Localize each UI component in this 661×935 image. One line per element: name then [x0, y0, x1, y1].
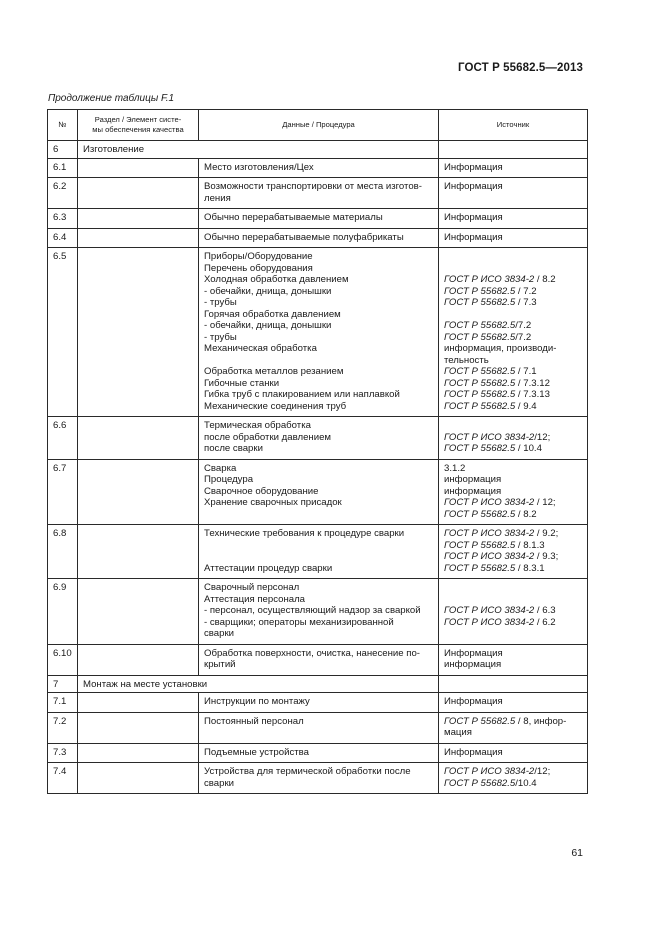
data-line: - обечайки, днища, донышки [204, 285, 332, 297]
data-line: - трубы [204, 331, 237, 343]
section-element-cell [78, 209, 199, 229]
table-row [48, 141, 588, 159]
col-header-data-procedure: Данные / Процедура [199, 110, 439, 141]
source-text: Информация [444, 746, 503, 758]
source-line [444, 389, 582, 401]
source-text: / 8.1.3 [515, 539, 545, 551]
section-element-cell [78, 158, 199, 178]
source-text: / 7.3 [515, 297, 537, 308]
source-cell [439, 417, 588, 460]
data-line: Процедура [204, 474, 254, 485]
data-line: Аттестации процедур сварки [204, 562, 333, 574]
row-number: 7.2 [48, 712, 78, 743]
section-element-cell [78, 712, 199, 743]
section-element-cell [78, 459, 199, 525]
source-text: Информация [444, 212, 503, 223]
section-element-cell [78, 579, 199, 645]
standard-reference: ГОСТ Р ИСО 3834-2 [444, 616, 535, 628]
source-line [444, 594, 582, 606]
data-procedure-cell [199, 459, 439, 525]
data-line: Обработка металлов резанием [204, 366, 344, 377]
source-line [444, 727, 582, 739]
data-procedure-cell [199, 228, 439, 248]
section-element-cell [78, 248, 199, 417]
table-row [48, 693, 588, 713]
section-element-cell [78, 417, 199, 460]
source-text: Информация [444, 161, 503, 173]
data-procedure-cell [199, 644, 439, 675]
source-line [444, 766, 582, 778]
table-row [48, 763, 588, 794]
table-row [48, 743, 588, 763]
page-number: 61 [571, 847, 583, 859]
source-line [444, 378, 582, 390]
section-element-cell [78, 743, 199, 763]
source-cell [439, 763, 588, 794]
row-number: 6.7 [48, 459, 78, 525]
source-line [444, 497, 582, 509]
source-line [444, 297, 582, 309]
data-procedure-cell [199, 743, 439, 763]
row-number: 7 [48, 675, 78, 693]
source-line [444, 274, 582, 286]
data-line: Инструкции по монтажу [204, 696, 310, 707]
source-line [444, 582, 582, 594]
data-line: Гибка труб с плакированием или наплавкой [204, 389, 400, 400]
source-line [444, 343, 582, 355]
source-cell [439, 141, 588, 159]
table-row [48, 459, 588, 525]
data-line: Сварка [204, 462, 237, 474]
standard-reference: ГОСТ Р 55682.5 [444, 320, 516, 331]
data-line [204, 355, 433, 367]
data-procedure-cell [199, 525, 439, 579]
table-row [48, 209, 588, 229]
table-row [48, 525, 588, 579]
source-line [444, 251, 582, 263]
standard-reference: ГОСТ Р ИСО 3834-2 [444, 274, 535, 285]
source-line [444, 181, 582, 193]
source-cell [439, 712, 588, 743]
source-line [444, 648, 582, 660]
data-line: Гибочные станки [204, 377, 280, 389]
data-line: сварки [204, 628, 235, 639]
section-title: Изготовление [78, 141, 439, 159]
col-header-section: Раздел / Элемент систе- мы обеспечения качества [78, 110, 199, 141]
standard-reference: ГОСТ Р 55682.5 [444, 562, 516, 574]
standard-reference: ГОСТ Р 55682.5 [444, 331, 516, 343]
standard-reference: ГОСТ Р 55682.5 [444, 285, 516, 297]
col-header-source: Источник [439, 110, 588, 141]
source-text: мация [444, 727, 472, 738]
row-number: 7.3 [48, 743, 78, 763]
source-text: / 7.1 [515, 366, 537, 377]
document-id: ГОСТ Р 55682.5—2013 [458, 62, 583, 74]
standard-reference: ГОСТ Р 55682.5 [444, 777, 516, 789]
standard-reference: ГОСТ Р 55682.5 [444, 389, 516, 400]
data-line: - обечайки, днища, донышки [204, 320, 332, 331]
source-text: / 7.3.12 [515, 377, 550, 389]
data-procedure-cell [199, 579, 439, 645]
standard-reference: ГОСТ Р ИСО 3834-2 [444, 431, 535, 443]
table-row [48, 675, 588, 693]
data-line: Термическая обработка [204, 420, 311, 431]
source-line [444, 474, 582, 486]
standard-reference: ГОСТ Р 55682.5 [444, 400, 516, 412]
data-line: - персонал, осуществляющий надзор за сваркой [204, 605, 421, 616]
data-line: - трубы [204, 297, 237, 308]
table-row [48, 712, 588, 743]
data-line: Сварочный персонал [204, 582, 300, 593]
source-line [444, 263, 582, 275]
section-title: Монтаж на месте установки [78, 675, 439, 693]
row-number: 7.1 [48, 693, 78, 713]
data-line [204, 551, 433, 563]
data-line: Механическая обработка [204, 343, 317, 354]
standard-reference: ГОСТ Р 55682.5 [444, 366, 516, 377]
standard-reference: ГОСТ Р 55682.5 [444, 443, 516, 454]
data-line: Обработка поверхности, очистка, нанесение по- [204, 647, 420, 659]
source-line [444, 778, 582, 790]
table-caption: Продолжение таблицы F.1 [48, 93, 175, 104]
source-line [444, 162, 582, 174]
data-procedure-cell [199, 178, 439, 209]
source-line [444, 432, 582, 444]
row-number: 7.4 [48, 763, 78, 794]
data-line: Обычно перерабатываемые полуфабрикаты [204, 231, 404, 243]
source-text: / 7.2 [515, 285, 537, 297]
source-cell [439, 525, 588, 579]
source-line [444, 528, 582, 540]
source-text: тельность [444, 354, 489, 366]
standard-reference: ГОСТ Р 55682.5 [444, 539, 516, 551]
source-text: / 7.3.13 [515, 389, 550, 400]
standard-reference: ГОСТ Р ИСО 3834-2 [444, 766, 535, 777]
source-line [444, 540, 582, 552]
source-line [444, 463, 582, 475]
section-element-cell [78, 228, 199, 248]
data-line: Сварочное оборудование [204, 485, 319, 497]
source-line [444, 696, 582, 708]
row-number: 6.9 [48, 579, 78, 645]
source-line [444, 320, 582, 332]
source-text: / 10.4 [515, 443, 542, 454]
data-line: Холодная обработка давлением [204, 274, 349, 285]
source-line [444, 605, 582, 617]
source-text: / 9.4 [515, 400, 537, 412]
data-procedure-cell [199, 417, 439, 460]
data-line [204, 540, 433, 552]
table-row [48, 228, 588, 248]
data-line: Приборы/Оборудование [204, 251, 313, 262]
source-cell [439, 579, 588, 645]
source-line [444, 716, 582, 728]
table-row [48, 579, 588, 645]
source-text: Информация [444, 647, 503, 659]
source-text: информация [444, 485, 502, 497]
row-number: 6.3 [48, 209, 78, 229]
data-line: Хранение сварочных присадок [204, 497, 342, 508]
source-text: / 8.3.1 [515, 562, 545, 574]
source-cell [439, 459, 588, 525]
table-row [48, 248, 588, 417]
source-cell [439, 158, 588, 178]
source-line [444, 617, 582, 629]
row-number: 6.10 [48, 644, 78, 675]
section-element-cell [78, 525, 199, 579]
row-number: 6.5 [48, 248, 78, 417]
source-text: /12; [534, 766, 551, 777]
standard-reference: ГОСТ Р 55682.5 [444, 297, 516, 308]
source-line [444, 286, 582, 298]
data-line: Аттестация персонала [204, 593, 306, 605]
data-procedure-cell [199, 209, 439, 229]
data-line: Постоянный персонал [204, 715, 304, 727]
source-cell [439, 248, 588, 417]
table-row [48, 417, 588, 460]
source-line [444, 443, 582, 455]
source-text: /12; [534, 431, 551, 443]
data-line: Возможности транспортировки от места изготов- [204, 181, 422, 192]
source-cell [439, 693, 588, 713]
source-text: / 6.2 [534, 616, 556, 628]
row-number: 6.8 [48, 525, 78, 579]
data-line: Горячая обработка давлением [204, 308, 341, 320]
source-cell [439, 644, 588, 675]
source-line [444, 420, 582, 432]
source-text: информация [444, 474, 502, 485]
source-line [444, 563, 582, 575]
col-header-number: № [48, 110, 78, 141]
section-element-cell [78, 763, 199, 794]
data-line: после сварки [204, 443, 263, 454]
standard-reference: ГОСТ Р ИСО 3834-2 [444, 605, 535, 616]
data-line: Подъемные устройства [204, 746, 309, 758]
source-text: Информация [444, 231, 503, 243]
data-line: Технические требования к процедуре сварки [204, 528, 405, 539]
source-text: / 8.2 [534, 274, 556, 285]
source-line [444, 232, 582, 244]
data-line: - сварщики; операторы механизированной [204, 616, 394, 628]
source-text: /7.2 [515, 331, 532, 343]
source-text: информация [444, 659, 502, 670]
data-line: Механические соединения труб [204, 400, 347, 412]
data-line: Перечень оборудования [204, 262, 313, 274]
source-line [444, 486, 582, 498]
source-text: / 6.3 [534, 605, 556, 616]
section-element-cell [78, 693, 199, 713]
table-row [48, 158, 588, 178]
section-element-cell [78, 178, 199, 209]
standard-reference: ГОСТ Р 55682.5 [444, 715, 516, 727]
source-cell [439, 209, 588, 229]
source-line [444, 747, 582, 759]
source-line [444, 509, 582, 521]
source-line [444, 628, 582, 640]
source-text: 3.1.2 [444, 462, 466, 474]
standard-reference: ГОСТ Р ИСО 3834-2 [444, 551, 535, 562]
source-text: / 8, инфор- [515, 715, 567, 727]
source-text: / 9.2; [534, 528, 559, 539]
table-row [48, 178, 588, 209]
source-line [444, 309, 582, 321]
data-line: после обработки давлением [204, 431, 331, 443]
row-number: 6.6 [48, 417, 78, 460]
source-text: Информация [444, 696, 503, 707]
source-cell [439, 228, 588, 248]
source-text: / 12; [534, 497, 556, 508]
source-line [444, 551, 582, 563]
source-line [444, 212, 582, 224]
source-line [444, 355, 582, 367]
table-header-row [48, 110, 588, 141]
data-procedure-cell [199, 763, 439, 794]
data-line: Обычно перерабатываемые материалы [204, 212, 383, 223]
source-text: информация, производи- [444, 343, 557, 354]
source-line [444, 659, 582, 671]
source-cell [439, 675, 588, 693]
data-procedure-cell [199, 248, 439, 417]
source-cell [439, 743, 588, 763]
source-line [444, 401, 582, 413]
row-number: 6.2 [48, 178, 78, 209]
row-number: 6.1 [48, 158, 78, 178]
table-row [48, 644, 588, 675]
row-number: 6 [48, 141, 78, 159]
row-number: 6.4 [48, 228, 78, 248]
standard-reference: ГОСТ Р ИСО 3834-2 [444, 497, 535, 508]
data-line: ления [204, 192, 231, 204]
data-procedure-cell [199, 693, 439, 713]
source-text: /10.4 [515, 777, 537, 789]
data-line: крытий [204, 659, 236, 670]
section-element-cell [78, 644, 199, 675]
quality-system-table [47, 109, 588, 794]
standard-reference: ГОСТ Р 55682.5 [444, 508, 516, 520]
data-procedure-cell [199, 712, 439, 743]
source-line [444, 366, 582, 378]
source-text: /7.2 [515, 320, 532, 331]
source-cell [439, 178, 588, 209]
source-line [444, 332, 582, 344]
source-text: Информация [444, 181, 503, 192]
data-line: сварки [204, 777, 235, 789]
standard-reference: ГОСТ Р 55682.5 [444, 377, 516, 389]
data-procedure-cell [199, 158, 439, 178]
source-text: / 8.2 [515, 508, 537, 520]
data-line: Устройства для термической обработки после [204, 766, 411, 777]
standard-reference: ГОСТ Р ИСО 3834-2 [444, 528, 535, 539]
data-line: Место изготовления/Цех [204, 161, 314, 173]
source-text: / 9.3; [534, 551, 559, 562]
